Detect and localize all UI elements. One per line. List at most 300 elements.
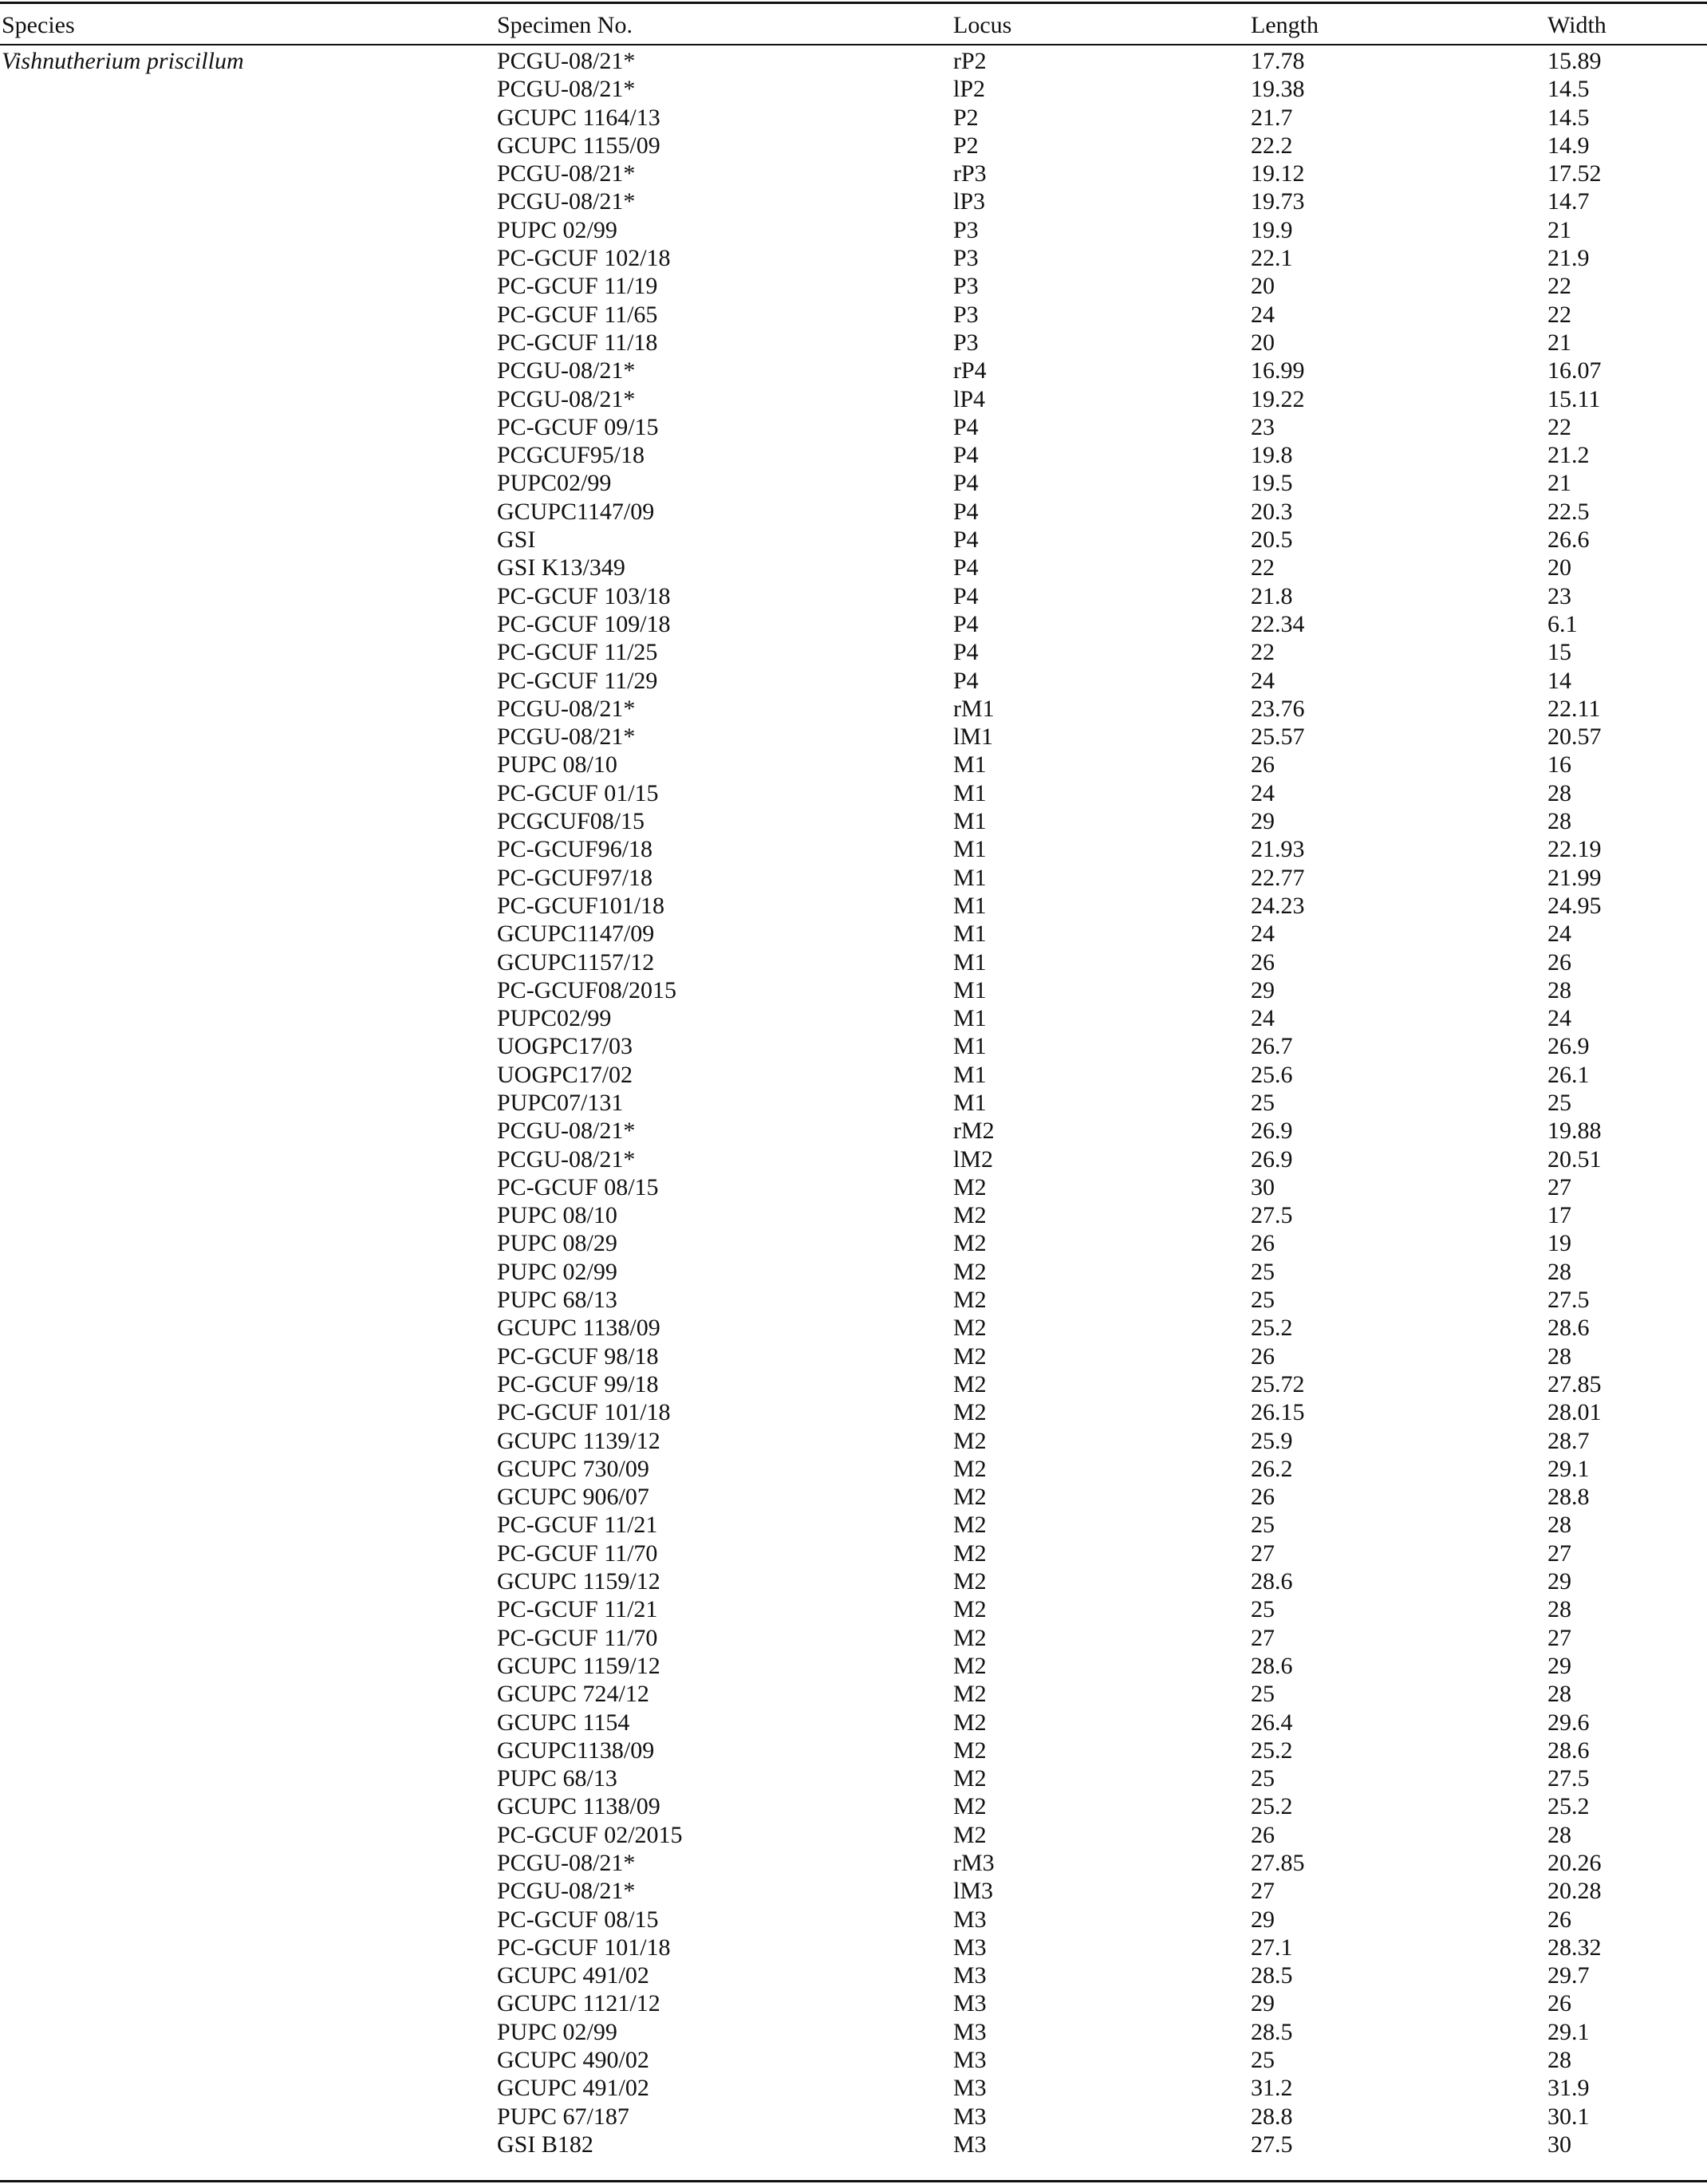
table-row <box>0 1483 1707 1511</box>
cell-locus: M1 <box>953 1061 987 1088</box>
cell-width: 20.26 <box>1547 1850 1602 1876</box>
cell-locus: P3 <box>953 329 979 356</box>
cell-specimen-no: PC-GCUF08/2015 <box>497 976 677 1003</box>
cell-length: 24 <box>1251 667 1275 694</box>
cell-locus: P4 <box>953 582 979 609</box>
table-row <box>0 132 1707 160</box>
cell-length: 28.5 <box>1251 1962 1293 1989</box>
cell-length: 29 <box>1251 976 1275 1003</box>
header-width: Width <box>1547 12 1606 38</box>
cell-width: 20.57 <box>1547 723 1602 751</box>
cell-specimen-no: PC-GCUF 11/21 <box>497 1512 658 1539</box>
cell-length: 22.2 <box>1251 132 1293 159</box>
cell-specimen-no: PC-GCUF 11/19 <box>497 273 658 300</box>
cell-locus: M2 <box>953 1258 987 1285</box>
cell-locus: M2 <box>953 1737 987 1764</box>
table-row <box>0 1624 1707 1652</box>
cell-locus: M2 <box>953 1624 987 1651</box>
cell-length: 26.9 <box>1251 1145 1293 1173</box>
cell-width: 29.7 <box>1547 1962 1590 1989</box>
cell-length: 25 <box>1251 1258 1275 1285</box>
table-row <box>0 920 1707 948</box>
cell-locus: M2 <box>953 1370 987 1398</box>
cell-locus: M1 <box>953 751 987 779</box>
cell-specimen-no: PUPC02/99 <box>497 1005 612 1032</box>
table-row <box>0 638 1707 666</box>
cell-width: 28 <box>1547 1258 1571 1285</box>
header-locus: Locus <box>953 12 1012 38</box>
cell-length: 25.6 <box>1251 1061 1293 1088</box>
cell-locus: M1 <box>953 864 987 891</box>
cell-width: 28.6 <box>1547 1737 1590 1764</box>
cell-length: 22 <box>1251 639 1275 666</box>
cell-specimen-no: PCGU-08/21* <box>497 357 636 384</box>
cell-locus: M2 <box>953 1709 987 1736</box>
cell-locus: P3 <box>953 273 979 300</box>
cell-width: 28 <box>1547 1596 1571 1623</box>
cell-length: 26 <box>1251 1821 1275 1848</box>
cell-locus: M3 <box>953 1990 987 2017</box>
cell-specimen-no: PUPC 08/29 <box>497 1230 617 1257</box>
table-row <box>0 723 1707 751</box>
cell-length: 17.78 <box>1251 48 1305 74</box>
table-row <box>0 948 1707 976</box>
table-row <box>0 413 1707 441</box>
cell-width: 24.95 <box>1547 892 1602 919</box>
cell-width: 23 <box>1547 582 1571 609</box>
cell-locus: M3 <box>953 2018 987 2045</box>
cell-width: 28 <box>1547 779 1571 806</box>
cell-length: 25 <box>1251 2047 1275 2074</box>
cell-length: 25.57 <box>1251 723 1305 751</box>
cell-specimen-no: PC-GCUF 11/18 <box>497 329 658 356</box>
cell-specimen-no: PCGCUF08/15 <box>497 808 645 835</box>
cell-width: 27.5 <box>1547 1765 1590 1792</box>
cell-specimen-no: PC-GCUF 11/21 <box>497 1596 658 1623</box>
cell-width: 21.99 <box>1547 864 1602 891</box>
cell-specimen-no: PC-GCUF 11/29 <box>497 667 658 694</box>
cell-length: 19.22 <box>1251 385 1305 412</box>
cell-length: 26 <box>1251 1230 1275 1257</box>
cell-specimen-no: PCGU-08/21* <box>497 1118 636 1145</box>
cell-locus: M2 <box>953 1821 987 1848</box>
header-length: Length <box>1251 12 1319 38</box>
cell-width: 6.1 <box>1547 610 1578 637</box>
cell-length: 24 <box>1251 779 1275 806</box>
cell-width: 20.51 <box>1547 1145 1602 1173</box>
table-row <box>0 1652 1707 1680</box>
cell-width: 21.9 <box>1547 245 1590 272</box>
cell-length: 22 <box>1251 554 1275 581</box>
cell-locus: lP2 <box>953 76 986 103</box>
cell-length: 26 <box>1251 1484 1275 1511</box>
cell-width: 25 <box>1547 1089 1571 1116</box>
table-row <box>0 892 1707 920</box>
cell-width: 29 <box>1547 1652 1571 1679</box>
cell-width: 24 <box>1547 921 1571 948</box>
cell-width: 28 <box>1547 2047 1571 2074</box>
cell-length: 26.7 <box>1251 1033 1293 1060</box>
cell-locus: M2 <box>953 1399 987 1426</box>
cell-specimen-no: PCGU-08/21* <box>497 76 636 103</box>
table-row <box>0 75 1707 103</box>
table-row <box>0 1117 1707 1145</box>
cell-locus: rP2 <box>953 48 987 74</box>
table-row <box>0 1370 1707 1398</box>
cell-specimen-no: GSI K13/349 <box>497 554 625 581</box>
cell-specimen-no: UOGPC17/03 <box>497 1033 633 1060</box>
cell-length: 26 <box>1251 948 1275 976</box>
table-row <box>0 2074 1707 2102</box>
cell-length: 19.12 <box>1251 160 1305 187</box>
cell-specimen-no: PC-GCUF 103/18 <box>497 582 671 609</box>
table-row <box>0 1709 1707 1737</box>
cell-locus: M2 <box>953 1230 987 1257</box>
table-row <box>0 1989 1707 2017</box>
cell-width: 14.5 <box>1547 104 1590 131</box>
table-row <box>0 47 1707 75</box>
cell-width: 16 <box>1547 751 1571 779</box>
cell-width: 26 <box>1547 1906 1571 1933</box>
cell-length: 26.2 <box>1251 1455 1293 1482</box>
cell-width: 22.11 <box>1547 695 1601 722</box>
cell-specimen-no: PC-GCUF 98/18 <box>497 1342 659 1370</box>
table-row <box>0 1089 1707 1117</box>
cell-locus: P4 <box>953 470 979 497</box>
table-row <box>0 1398 1707 1426</box>
cell-length: 25.2 <box>1251 1315 1293 1342</box>
cell-length: 22.1 <box>1251 245 1293 272</box>
cell-width: 22.19 <box>1547 836 1602 863</box>
cell-specimen-no: PCGCUF95/18 <box>497 442 645 469</box>
table-row <box>0 864 1707 892</box>
table-row <box>0 2131 1707 2158</box>
cell-locus: M2 <box>953 1287 987 1314</box>
cell-width: 27 <box>1547 1539 1571 1567</box>
table-row <box>0 1229 1707 1257</box>
cell-width: 19.88 <box>1547 1118 1602 1145</box>
cell-specimen-no: PCGU-08/21* <box>497 1145 636 1173</box>
table-row <box>0 1258 1707 1286</box>
cell-length: 19.5 <box>1251 470 1293 497</box>
cell-length: 26 <box>1251 1342 1275 1370</box>
cell-specimen-no: GCUPC 1121/12 <box>497 1990 660 2017</box>
cell-width: 21 <box>1547 216 1571 243</box>
cell-length: 25.2 <box>1251 1793 1293 1820</box>
cell-specimen-no: GCUPC 1155/09 <box>497 132 660 159</box>
cell-length: 19.8 <box>1251 442 1293 469</box>
cell-specimen-no: GCUPC1138/09 <box>497 1737 655 1764</box>
table-row <box>0 610 1707 638</box>
cell-specimen-no: PUPC 08/10 <box>497 1202 617 1229</box>
cell-specimen-no: PC-GCUF 09/15 <box>497 413 659 440</box>
table-row <box>0 301 1707 329</box>
cell-locus: M3 <box>953 1906 987 1933</box>
cell-length: 26.15 <box>1251 1399 1305 1426</box>
cell-width: 17 <box>1547 1202 1571 1229</box>
cell-length: 29 <box>1251 1990 1275 2017</box>
cell-locus: P4 <box>953 554 979 581</box>
cell-locus: rP4 <box>953 357 987 384</box>
cell-specimen-no: UOGPC17/02 <box>497 1061 633 1088</box>
cell-locus: M1 <box>953 892 987 919</box>
cell-length: 24 <box>1251 921 1275 948</box>
cell-length: 22.77 <box>1251 864 1305 891</box>
cell-length: 21.7 <box>1251 104 1293 131</box>
table-row <box>0 1792 1707 1820</box>
table-row <box>0 1032 1707 1060</box>
cell-locus: rP3 <box>953 160 987 187</box>
cell-width: 31.9 <box>1547 2075 1590 2102</box>
cell-width: 29.1 <box>1547 2018 1590 2045</box>
cell-locus: M1 <box>953 976 987 1003</box>
cell-locus: M1 <box>953 921 987 948</box>
cell-width: 25.2 <box>1547 1793 1590 1820</box>
cell-locus: M2 <box>953 1681 987 1708</box>
cell-width: 28 <box>1547 1821 1571 1848</box>
cell-width: 15 <box>1547 639 1571 666</box>
cell-locus: P4 <box>953 526 979 554</box>
table-row <box>0 329 1707 357</box>
cell-width: 21 <box>1547 470 1571 497</box>
cell-specimen-no: PC-GCUF96/18 <box>497 836 653 863</box>
cell-specimen-no: PUPC02/99 <box>497 470 612 497</box>
cell-locus: M2 <box>953 1427 987 1454</box>
cell-length: 28.5 <box>1251 2018 1293 2045</box>
table-row <box>0 357 1707 384</box>
cell-specimen-no: PC-GCUF 102/18 <box>497 245 671 272</box>
cell-specimen-no: PUPC 02/99 <box>497 2018 617 2045</box>
cell-length: 25 <box>1251 1512 1275 1539</box>
cell-width: 26.9 <box>1547 1033 1590 1060</box>
table-row <box>0 1455 1707 1483</box>
cell-width: 27.5 <box>1547 1287 1590 1314</box>
cell-length: 27.5 <box>1251 1202 1293 1229</box>
cell-width: 28 <box>1547 1512 1571 1539</box>
table-row <box>0 976 1707 1004</box>
cell-width: 26 <box>1547 948 1571 976</box>
cell-width: 26 <box>1547 1990 1571 2017</box>
cell-length: 26.4 <box>1251 1709 1293 1736</box>
cell-width: 29.1 <box>1547 1455 1590 1482</box>
cell-specimen-no: PC-GCUF 11/70 <box>497 1539 658 1567</box>
cell-specimen-no: GCUPC1147/09 <box>497 921 655 948</box>
table-row <box>0 441 1707 469</box>
table-row <box>0 779 1707 807</box>
cell-width: 29.6 <box>1547 1709 1590 1736</box>
header-species: Species <box>2 12 75 38</box>
cell-width: 29 <box>1547 1568 1571 1595</box>
cell-width: 28.32 <box>1547 1934 1602 1961</box>
cell-specimen-no: GCUPC 1139/12 <box>497 1427 660 1454</box>
cell-locus: M2 <box>953 1173 987 1200</box>
cell-specimen-no: PC-GCUF 11/25 <box>497 639 658 666</box>
cell-locus: rM2 <box>953 1118 995 1145</box>
table-row <box>0 1004 1707 1032</box>
cell-specimen-no: GCUPC 491/02 <box>497 1962 649 1989</box>
cell-specimen-no: PC-GCUF 101/18 <box>497 1934 671 1961</box>
cell-locus: M3 <box>953 1934 987 1961</box>
cell-length: 21.8 <box>1251 582 1293 609</box>
cell-specimen-no: PUPC 02/99 <box>497 216 617 243</box>
table-row <box>0 582 1707 610</box>
cell-length: 25.2 <box>1251 1737 1293 1764</box>
table-row <box>0 2046 1707 2074</box>
cell-locus: M2 <box>953 1484 987 1511</box>
cell-length: 29 <box>1251 808 1275 835</box>
cell-width: 22 <box>1547 301 1571 328</box>
cell-width: 28 <box>1547 1681 1571 1708</box>
cell-locus: M2 <box>953 1455 987 1482</box>
cell-width: 14.9 <box>1547 132 1590 159</box>
cell-locus: M2 <box>953 1539 987 1567</box>
cell-locus: lM2 <box>953 1145 994 1173</box>
cell-locus: M1 <box>953 1089 987 1116</box>
table-row <box>0 272 1707 300</box>
cell-length: 28.8 <box>1251 2103 1293 2130</box>
cell-length: 31.2 <box>1251 2075 1293 2102</box>
cell-locus: M3 <box>953 2075 987 2102</box>
table-row <box>0 807 1707 835</box>
cell-width: 28.8 <box>1547 1484 1590 1511</box>
table-row <box>0 1539 1707 1567</box>
cell-specimen-no: PC-GCUF 11/65 <box>497 301 658 328</box>
cell-length: 25 <box>1251 1089 1275 1116</box>
cell-width: 17.52 <box>1547 160 1602 187</box>
cell-locus: lM1 <box>953 723 994 751</box>
cell-width: 28 <box>1547 1342 1571 1370</box>
table-row <box>0 1511 1707 1539</box>
cell-length: 19.38 <box>1251 76 1305 103</box>
cell-specimen-no: PCGU-08/21* <box>497 160 636 187</box>
table-row <box>0 1821 1707 1849</box>
cell-locus: P4 <box>953 610 979 637</box>
table-row <box>0 160 1707 187</box>
cell-length: 27.1 <box>1251 1934 1293 1961</box>
table-bottom-rule <box>0 2180 1707 2182</box>
table-row <box>0 1286 1707 1314</box>
cell-locus: M2 <box>953 1342 987 1370</box>
cell-specimen-no: PCGU-08/21* <box>497 1878 636 1905</box>
cell-width: 26.1 <box>1547 1061 1590 1088</box>
cell-locus: M3 <box>953 2103 987 2130</box>
cell-length: 25 <box>1251 1765 1275 1792</box>
cell-length: 24 <box>1251 301 1275 328</box>
cell-locus: P2 <box>953 104 979 131</box>
cell-length: 20.3 <box>1251 498 1293 525</box>
table-row <box>0 1061 1707 1089</box>
table-row <box>0 1201 1707 1229</box>
cell-length: 27 <box>1251 1539 1275 1567</box>
cell-length: 23.76 <box>1251 695 1305 722</box>
cell-locus: P3 <box>953 301 979 328</box>
cell-width: 14 <box>1547 667 1571 694</box>
table-top-rule <box>0 2 1707 4</box>
cell-specimen-no: GCUPC1157/12 <box>497 948 655 976</box>
cell-length: 19.73 <box>1251 188 1305 215</box>
cell-width: 14.7 <box>1547 188 1590 215</box>
table-row <box>0 1145 1707 1173</box>
table-row <box>0 1877 1707 1905</box>
table-row <box>0 1906 1707 1934</box>
cell-specimen-no: GCUPC 730/09 <box>497 1455 649 1482</box>
cell-specimen-no: PC-GCUF 99/18 <box>497 1370 659 1398</box>
cell-specimen-no: PCGU-08/21* <box>497 48 636 74</box>
cell-length: 19.9 <box>1251 216 1293 243</box>
cell-locus: M1 <box>953 1033 987 1060</box>
table-row <box>0 2103 1707 2131</box>
cell-locus: M1 <box>953 779 987 806</box>
cell-specimen-no: PUPC 02/99 <box>497 1258 617 1285</box>
cell-width: 20 <box>1547 554 1571 581</box>
cell-specimen-no: PCGU-08/21* <box>497 1850 636 1876</box>
cell-specimen-no: PC-GCUF101/18 <box>497 892 665 919</box>
cell-specimen-no: PC-GCUF 109/18 <box>497 610 671 637</box>
table-row <box>0 1849 1707 1877</box>
cell-width: 16.07 <box>1547 357 1602 384</box>
cell-length: 24 <box>1251 1005 1275 1032</box>
cell-width: 14.5 <box>1547 76 1590 103</box>
cell-length: 20.5 <box>1251 526 1293 554</box>
cell-length: 25 <box>1251 1681 1275 1708</box>
table-row <box>0 1595 1707 1623</box>
cell-length: 26.9 <box>1251 1118 1293 1145</box>
cell-specimen-no: PUPC 68/13 <box>497 1287 617 1314</box>
cell-specimen-no: GCUPC 1159/12 <box>497 1652 660 1679</box>
table-row <box>0 526 1707 554</box>
cell-width: 27 <box>1547 1624 1571 1651</box>
table-row <box>0 751 1707 779</box>
cell-width: 22 <box>1547 413 1571 440</box>
cell-length: 28.6 <box>1251 1568 1293 1595</box>
cell-width: 28.01 <box>1547 1399 1602 1426</box>
table-row <box>0 244 1707 272</box>
cell-width: 20.28 <box>1547 1878 1602 1905</box>
cell-width: 27 <box>1547 1173 1571 1200</box>
cell-specimen-no: PC-GCUF97/18 <box>497 864 653 891</box>
cell-length: 20 <box>1251 329 1275 356</box>
table-row <box>0 1680 1707 1708</box>
cell-locus: lM3 <box>953 1878 994 1905</box>
cell-locus: M2 <box>953 1652 987 1679</box>
cell-specimen-no: GCUPC 490/02 <box>497 2047 649 2074</box>
cell-locus: P4 <box>953 667 979 694</box>
cell-locus: rM1 <box>953 695 995 722</box>
cell-specimen-no: GCUPC1147/09 <box>497 498 655 525</box>
cell-width: 27.85 <box>1547 1370 1602 1398</box>
cell-specimen-no: GSI <box>497 526 536 554</box>
cell-locus: rM3 <box>953 1850 995 1876</box>
cell-width: 21.2 <box>1547 442 1590 469</box>
table-row <box>0 1342 1707 1370</box>
cell-length: 27.85 <box>1251 1850 1305 1876</box>
cell-specimen-no: GCUPC 724/12 <box>497 1681 649 1708</box>
cell-specimen-no: PCGU-08/21* <box>497 723 636 751</box>
cell-locus: M3 <box>953 2131 987 2158</box>
cell-length: 27 <box>1251 1878 1275 1905</box>
cell-locus: M1 <box>953 1005 987 1032</box>
cell-width: 30 <box>1547 2131 1571 2158</box>
table-row <box>0 1934 1707 1961</box>
table-row <box>0 695 1707 723</box>
cell-length: 27.5 <box>1251 2131 1293 2158</box>
table-row <box>0 216 1707 244</box>
table-header-row <box>0 11 1707 39</box>
cell-width: 24 <box>1547 1005 1571 1032</box>
cell-length: 25 <box>1251 1287 1275 1314</box>
cell-specimen-no: PUPC 08/10 <box>497 751 617 779</box>
cell-specimen-no: GCUPC 1138/09 <box>497 1793 660 1820</box>
